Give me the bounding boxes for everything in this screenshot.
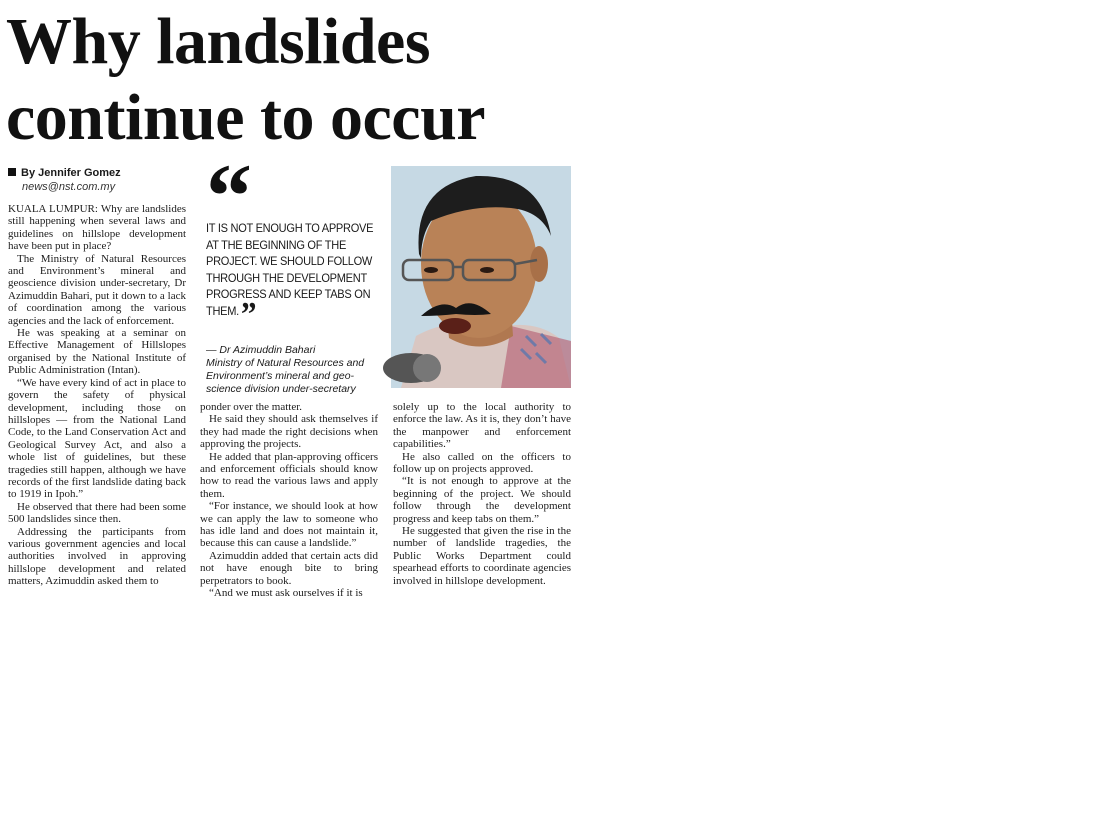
close-quote-icon: ” [240,295,257,333]
paragraph: He was speaking at a seminar on Effective Management of Hillslopes organised by the National Institute of Public Administration (Intan). [8,327,186,377]
byline-bullet-icon [8,168,16,176]
byline-author: By Jennifer Gomez [21,167,121,179]
paragraph: solely up to the local authority to enforce the law. As it is, they don’t have the manpower and enforcement capabilities.” [393,401,571,451]
pull-quote-text-wrap [206,220,385,333]
paragraph: He added that plan-approving officers and enforcement officials should know how to read the various laws and apply them. [200,450,378,500]
paragraph: “We have every kind of act in place to govern the safety of physical development, including those on hillslopes — from the National Land Code, to the Land Conservation Act and Geological Survey Act, and also a whole list of guidelines, but these tragedies still happen, although we have records of the first landslide dating back to 1919 in Ipoh.” [8,376,186,501]
open-quote-icon: “ [206,145,252,247]
headline-line-1: Why landslides [6,5,430,78]
paragraph: KUALA LUMPUR: Why are landslides still happening when several laws and guidelines on hillslope development have been put in place? [8,203,186,253]
paragraph: “It is not enough to approve at the beginning of the project. We should follow through the development progress and keep tabs on them.” [393,475,571,525]
pull-quote-attribution [206,344,384,396]
headline [6,4,566,156]
paragraph: Addressing the participants from various government agencies and local authorities involved in approving hillslope development and related matters, Azimuddin asked them to [8,525,186,588]
portrait-illustration [391,166,571,388]
paragraph: He observed that there had been some 500 landslides since then. [8,500,186,526]
paragraph: “For instance, we should look at how we can apply the law to someone who has idle land and does not maintain it, because this can cause a landslide.” [200,500,378,550]
article-column-1 [8,203,186,588]
byline [8,166,198,194]
attribution-title: Ministry of Natural Resources and Environment’s mineral and geo-science division under-secretary [206,356,365,395]
byline-email: news@nst.com.my [22,181,116,193]
paragraph: He suggested that given the rise in the number of landslide tragedies, the Public Works Department could spearhead efforts to coordinate agencies involved in hillslope development. [393,525,571,587]
pull-quote-text: IT IS NOT ENOUGH TO APPROVE AT THE BEGINNING OF THE PROJECT. WE SHOULD FOLLOW THROUGH THE DEVELOPMENT PROGRESS AND KEEP TABS ON THEM. [206,221,374,318]
article-column-3 [393,401,571,587]
paragraph: ponder over the matter. [200,401,303,413]
article-column-2 [200,401,378,600]
attribution-name: — Dr Azimuddin Bahari [206,343,316,356]
paragraph: The Ministry of Natural Resources and Environment’s mineral and geoscience division under-secretary, Dr Azimuddin Bahari, put it down to a lack of coordination among the various agencies and the lack of enforcement. [8,252,186,327]
paragraph: He also called on the officers to follow up on projects approved. [393,450,571,476]
headline-line-2: continue to occur [6,81,486,154]
paragraph: Azimuddin added that certain acts did not have enough bite to bring perpetrators to book. [200,549,378,587]
pull-quote [206,145,384,396]
portrait-photo [391,166,571,388]
paragraph: He said they should ask themselves if they had made the right decisions when approving the projects. [200,413,378,451]
paragraph: “And we must ask ourselves if it is [209,587,363,600]
